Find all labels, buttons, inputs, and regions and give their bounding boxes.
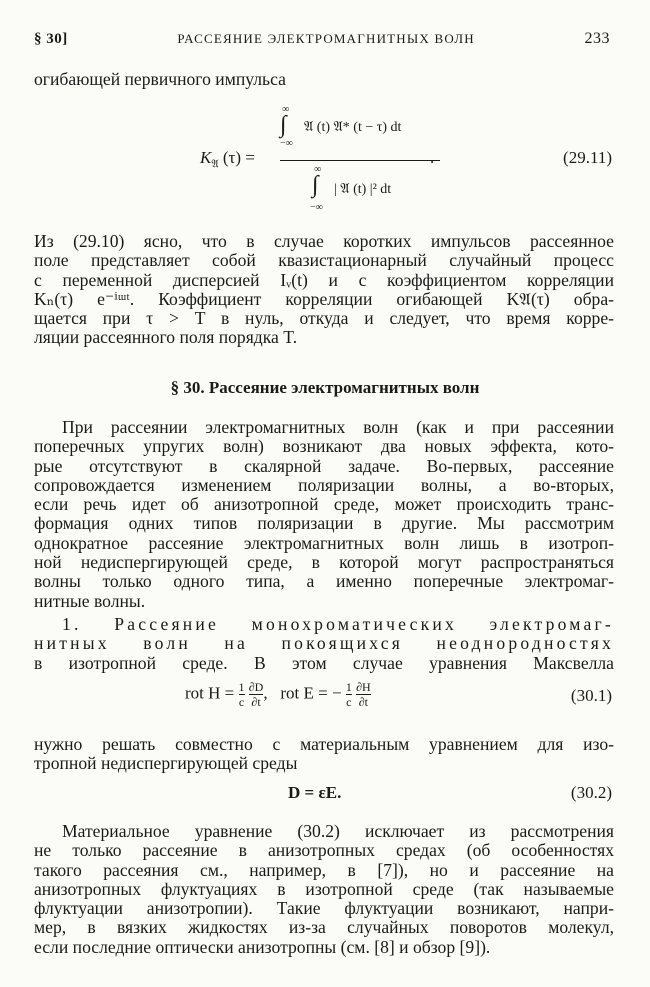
line: Из (29.10) ясно, что в случае коротких импульсов рассеянное xyxy=(34,231,614,251)
equation-30-2: D = εE. xyxy=(288,783,342,802)
line: анизотропных флуктуациях в изотропной среде (так называемые xyxy=(34,878,614,899)
equation-29-11: $K_𝔄$ (τ) = ∞ ∫ −∞ 𝔄 (t) 𝔄* (t − τ) dt ∞ ∫ −∞ | 𝔄 (t) |² dt . xyxy=(200,106,440,218)
line: При рассеянии электромагнитных волн (как и при рассеянии xyxy=(62,417,614,437)
line: волны только одного типа, а именно поперечные электромаг- xyxy=(34,571,614,592)
equation-30-1: rot H = $\frac{1}{c}$ $\frac{\partial D}{\partial t}$ , rot E = − $\frac{1}{c}$ $\frac{\partial H}{\partial t}$ xyxy=(185,680,371,709)
line: не только рассеяние в анизотропных средах (об особенностях xyxy=(34,840,614,861)
section-heading: § 30. Рассеяние электромагнитных волн xyxy=(170,378,480,397)
line: если речь идет об анизотропной среде, может происходить транс- xyxy=(34,494,614,515)
page-number: 233 xyxy=(584,30,610,47)
paragraph-5 xyxy=(34,822,614,957)
header-section: § 30] xyxy=(34,31,68,47)
eq-29-11-lhs: $K_𝔄$ (τ) = xyxy=(200,148,255,171)
line: ной недиспергирующей среде, в которой могут распространяться xyxy=(34,552,614,573)
line: нитных волн на покоящихся неоднородностях xyxy=(34,633,614,654)
running-header xyxy=(34,30,610,48)
line: щается при τ > T в нуль, откуда и следует, что время корре- xyxy=(34,308,614,329)
line: Материальное уравнение (30.2) исключает из рассмотрения xyxy=(62,821,614,841)
line: формация одних типов поляризации в другие. Мы рассмотрим xyxy=(34,513,614,534)
intro-line: огибающей первичного импульса xyxy=(34,69,286,89)
line: если последние оптически анизотропны (см. [8] и обзор [9]). xyxy=(34,936,491,957)
paragraph-1 xyxy=(34,232,614,348)
line: с переменной дисперсией Iᵥ(t) и с коэффициентом корреляции xyxy=(34,269,614,290)
paragraph-3 xyxy=(34,615,614,673)
line: однократное рассеяние электромагнитных волн лишь в изотроп- xyxy=(34,532,614,553)
line: тропной недиспергирующей среды xyxy=(34,753,298,774)
line: нужно решать совместно с материальным уравнением для изо- xyxy=(34,734,614,754)
header-title: РАССЕЯНИЕ ЭЛЕКТРОМАГНИТНЫХ ВОЛН xyxy=(177,31,475,46)
paragraph-2 xyxy=(34,418,614,611)
line: такого рассеяния см., например, в [7]), но и рассеяние на xyxy=(34,859,614,880)
line: в изотропной среде. В этом случае уравнения Максвелла xyxy=(34,652,614,673)
line: ляции рассеянного поля порядка T. xyxy=(34,327,298,348)
line: флуктуации анизотропии). Такие флуктуации возникают, напри- xyxy=(34,898,614,919)
line: Kₙ(τ) e⁻ⁱᵚᵗ. Коэффициент корреляции огибающей K𝔄(τ) обра- xyxy=(34,288,614,309)
line: нитные волны. xyxy=(34,590,146,611)
line: сопровождается изменением поляризации волны, а во-вторых, xyxy=(34,474,614,495)
paragraph-4 xyxy=(34,735,614,774)
line: мер, в вязких жидкостях из-за случайных поворотов молекул, xyxy=(34,917,614,938)
eq-29-11-fraction-bar xyxy=(280,160,440,161)
line: поле представляет собой квазистационарный случайный процесс xyxy=(34,250,614,271)
eq-29-11-number: (29.11) xyxy=(563,148,612,167)
line: рые отсутствуют в скалярной задаче. Во-первых, рассеяние xyxy=(34,455,614,476)
eq-30-1-number: (30.1) xyxy=(570,686,612,705)
line: 1. Рассеяние монохроматических электромаг- xyxy=(62,614,614,634)
line: поперечных упругих волн) возникают два новых эффекта, кото- xyxy=(34,436,614,457)
eq-30-2-number: (30.2) xyxy=(570,783,612,802)
